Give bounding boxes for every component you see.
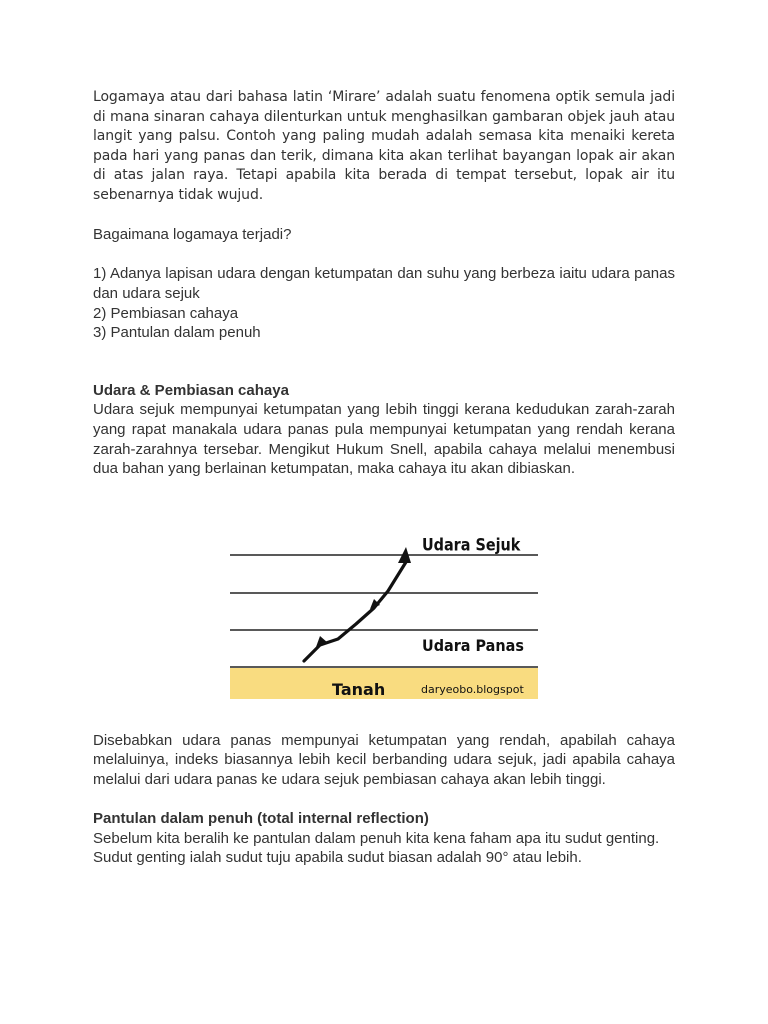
list-item: 1) Adanya lapisan udara dengan ketumpatan dan suhu yang berbeza iaitu udara panas dan udara sejuk [93,265,675,302]
section-heading-tir: Pantulan dalam penuh (total internal reflection) [93,810,429,828]
list-item: 3) Pantulan dalam penuh [93,324,261,342]
section-body-tir: Sebelum kita beralih ke pantulan dalam penuh kita kena faham apa itu sudut genting. Sudut genting ialah sudut tuju apabila sudut biasan adalah 90° atau lebih. [93,829,660,867]
after-figure-paragraph: Disebabkan udara panas mempunyai ketumpatan yang rendah, apabilah cahaya melaluinya, indeks biasannya lebih kecil berbanding udara sejuk, jadi apabila cahaya melalui dari udara panas ke udara sejuk pembiasan cahaya akan lebih tinggi. [93,731,675,788]
refraction-figure [93,503,675,723]
factor-list [93,264,675,342]
question-line: Bagaimana logamaya terjadi? [93,226,292,244]
label-udara-sejuk: Udara Sejuk [422,534,521,555]
light-ray [304,562,406,661]
label-udara-panas: Udara Panas [422,635,524,655]
section-heading-refraction: Udara & Pembiasan cahaya [93,381,289,399]
section-body-refraction: Udara sejuk mempunyai ketumpatan yang lebih tinggi kerana kedudukan zarah-zarah yang rapat manakala udara panas pula mempunyai ketumpatan yang rendah kerana zarah-zarahnya tersebar. Mengikut Hukum Snell, apabila cahaya melalui menembusi dua bahan yang berlainan ketumpatan, maka cahaya itu akan dibiaskan. [93,401,675,478]
intro-paragraph: Logamaya atau dari bahasa latin ‘Mirare’ adalah suatu fenomena optik semula jadi di mana sinaran cahaya dilenturkan untuk menghasilkan gambaran objek jauh atau langit yang palsu. Contoh yang paling mudah adalah semasa kita menaiki kereta pada hari yang panas dan terik, dimana kita akan terlihat bayangan lopak air akan di atas jalan raya. Tetapi apabila kita berada di tempat tersebut, lopak air itu sebenarnya tidak wujud. [93,89,675,203]
watermark-text: daryeobo.blogspot [421,682,524,696]
list-item: 2) Pembiasan cahaya [93,304,239,322]
label-tanah: Tanah [332,679,386,699]
document-page [93,88,675,868]
refraction-diagram [230,519,540,699]
